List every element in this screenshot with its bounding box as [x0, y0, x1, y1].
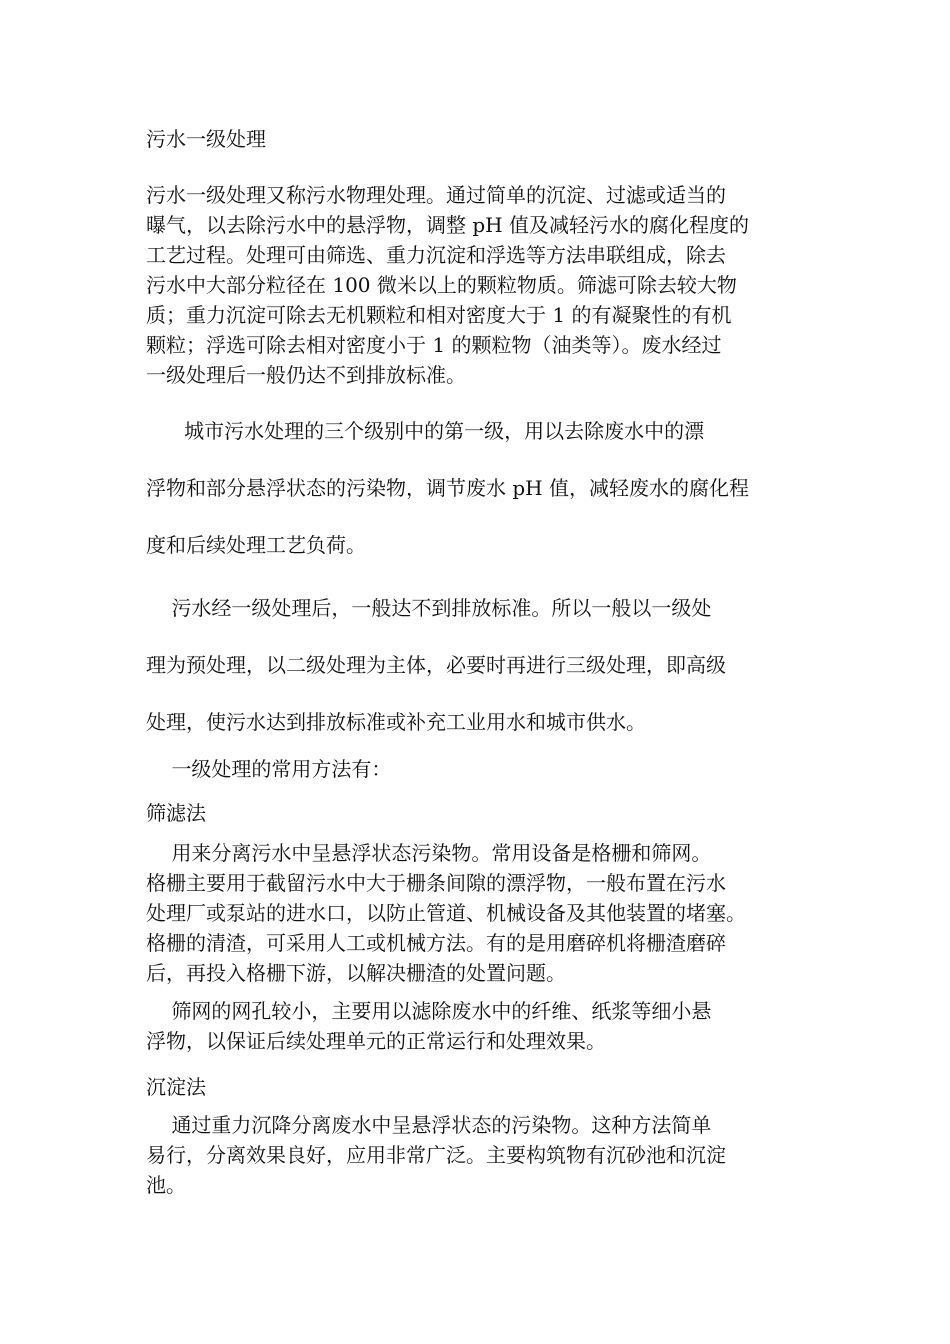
settling-paragraph: 通过重力沉降分离废水中呈悬浮状态的污染物。这种方法简单 易行，分离效果良好，应用非常广泛。主要构筑物有沉砂池和沉淀 池。 — [146, 1113, 726, 1197]
document-title: 污水一级处理 — [146, 127, 266, 151]
screening-paragraph: 用来分离污水中呈悬浮状态污染物。常用设备是格栅和筛网。 格栅主要用于截留污水中大于栅条间隙的漂浮物，一般布置在污水 处理厂或泵站的进水口，以防止管道、机械设备及其他装置的堵塞。 格栅的清渣，可采用人工或机械方法。有的是用磨碎机将栅渣磨碎 后，再投入格栅下游，以解决栅渣的处置问题。 — [146, 841, 746, 985]
screen-mesh-paragraph: 筛网的网孔较小，主要用以滤除废水中的纤维、纸浆等细小悬 浮物，以保证后续处理单元的正常运行和处理效果。 — [146, 999, 712, 1053]
heading-screening: 筛滤法 — [146, 801, 206, 825]
methods-intro: 一级处理的常用方法有： — [146, 757, 392, 781]
city-sewage-paragraph: 城市污水处理的三个级别中的第一级，用以去除废水中的漂 浮物和部分悬浮状态的污染物，调节废水 pH 值，减轻废水的腐化程 度和后续处理工艺负荷。 — [146, 419, 749, 557]
intro-paragraph: 污水一级处理又称污水物理处理。通过简单的沉淀、过滤或适当的 曝气，以去除污水中的悬浮物，调整 pH 值及减轻污水的腐化程度的 工艺过程。处理可由筛选、重力沉淀和浮选等方法串联组成，除去 污水中大部分粒径在 100 微米以上的颗粒物质。筛滤可除去较大物 质；重力沉淀可除去无机颗粒和相对密度大于 1 的有凝聚性的有机 颗粒；浮选可除去相对密度小于 1 的颗粒物（油类等）。废水经过 一级处理后一般仍达不到排放标准。 — [146, 183, 749, 387]
after-primary-paragraph: 污水经一级处理后，一般达不到排放标准。所以一般以一级处 理为预处理，以二级处理为主体，必要时再进行三级处理，即高级 处理，使污水达到排放标准或补充工业用水和城市供水。 — [146, 596, 726, 734]
heading-settling: 沉淀法 — [146, 1075, 206, 1099]
